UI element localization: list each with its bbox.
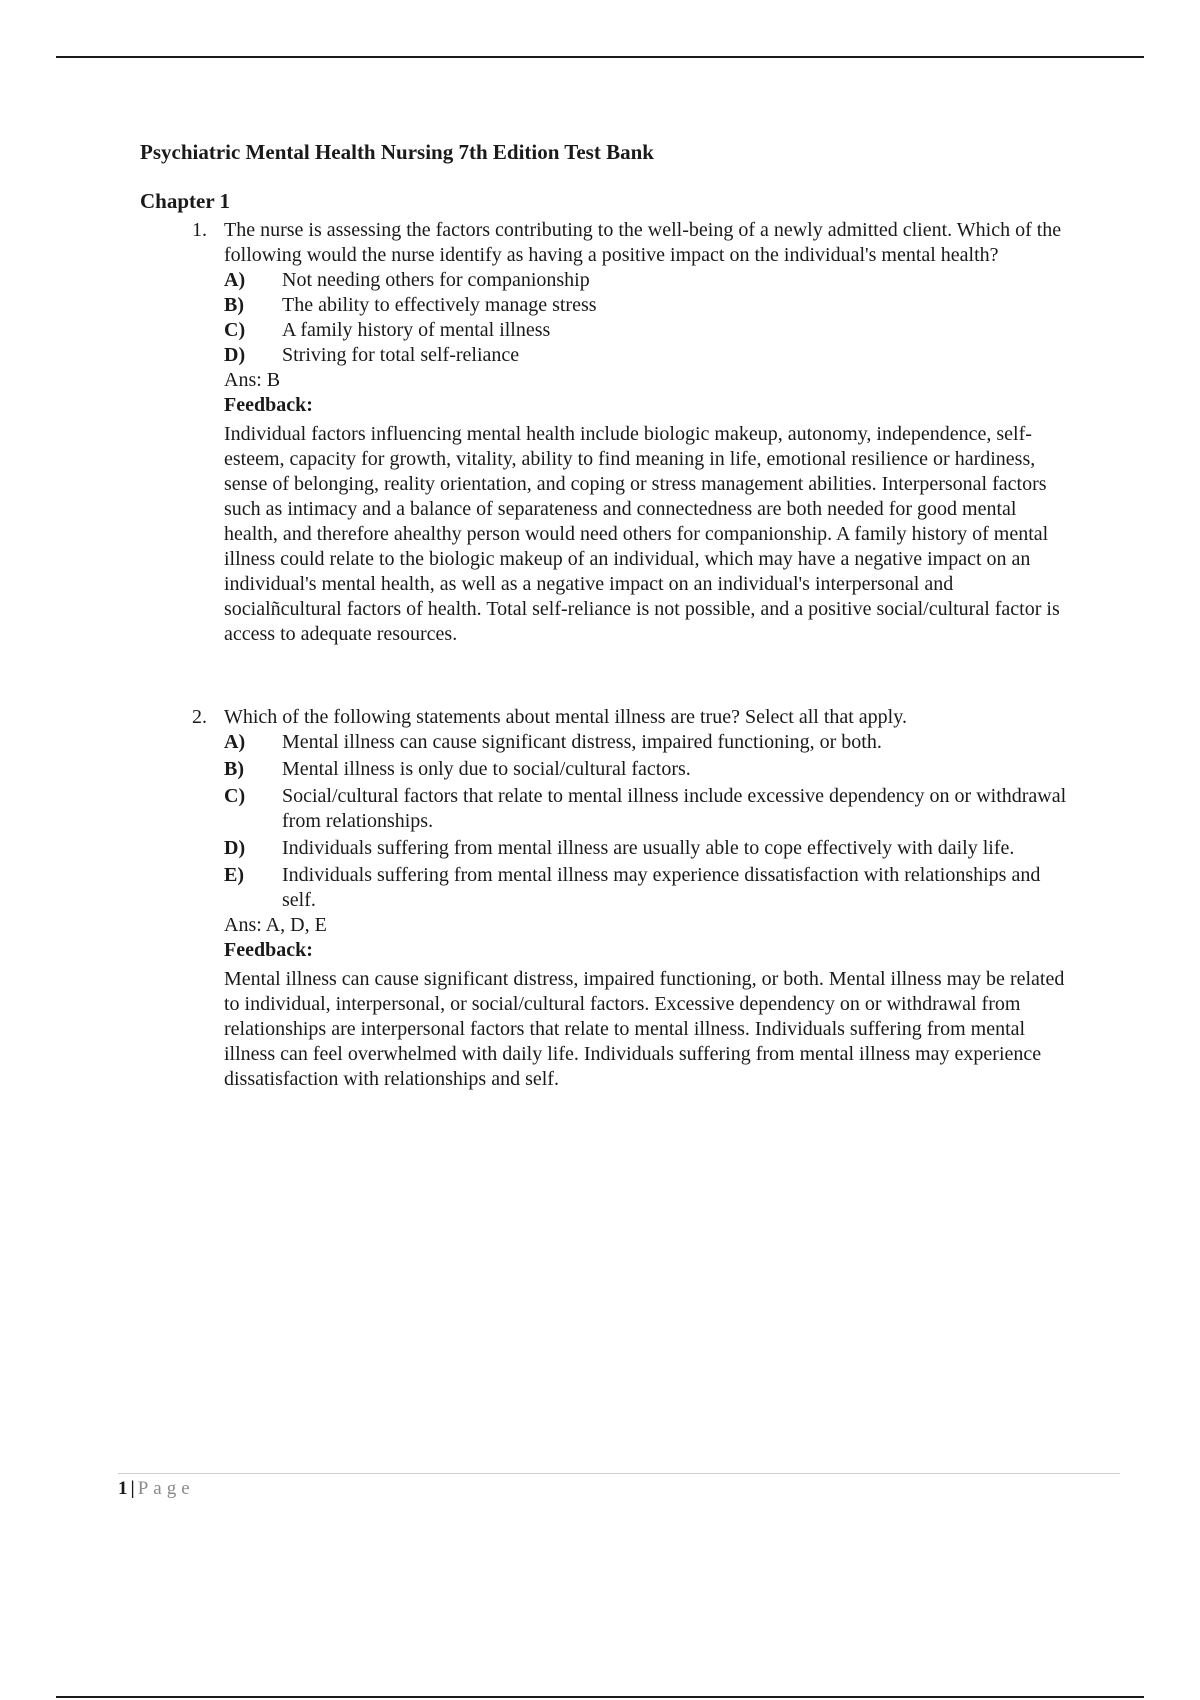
option-text: Social/cultural factors that relate to mental illness include excessive dependency on or withdrawal from relationships. bbox=[282, 785, 1067, 832]
option-a bbox=[224, 730, 1070, 755]
chapter-heading: Chapter 1 bbox=[140, 189, 231, 213]
question-text: Which of the following statements about mental illness are true? Select all that apply. bbox=[224, 706, 907, 728]
page-content bbox=[140, 140, 1070, 1092]
option-letter: B) bbox=[224, 758, 244, 780]
answer-line: Ans: A, D, E bbox=[224, 914, 327, 936]
option-b bbox=[224, 757, 1070, 782]
question-1 bbox=[192, 218, 1070, 647]
question-2 bbox=[192, 705, 1070, 1092]
option-text: Mental illness can cause significant distress, impaired functioning, or both. bbox=[282, 731, 882, 753]
option-c bbox=[224, 784, 1070, 834]
option-d bbox=[224, 343, 1070, 368]
option-letter: D) bbox=[224, 837, 246, 859]
option-text: Not needing others for companionship bbox=[282, 269, 590, 291]
page-label: Page bbox=[137, 1478, 195, 1499]
page-separator: | bbox=[130, 1478, 135, 1499]
document-title: Psychiatric Mental Health Nursing 7th Edition Test Bank bbox=[140, 140, 654, 164]
question-number: 1. bbox=[192, 219, 207, 241]
question-text: The nurse is assessing the factors contributing to the well-being of a newly admitted client. Which of the following would the nurse identify as having a positive impact on the individual's mental health? bbox=[224, 219, 1062, 266]
options-list bbox=[224, 268, 1070, 368]
option-text: A family history of mental illness bbox=[282, 319, 551, 341]
feedback-text: Mental illness can cause significant distress, impaired functioning, or both. Mental illness may be related to individual, interpersonal, or social/cultural factors. Excessive dependency on or withdrawal from relationships are interpersonal factors that relate to mental illness. Individuals suffering from mental illness can feel overwhelmed with daily life. Individuals suffering from mental illness may experience dissatisfaction with relationships and self. bbox=[224, 968, 1065, 1090]
footer-rule bbox=[118, 1473, 1120, 1474]
option-letter: C) bbox=[224, 785, 246, 807]
option-letter: C) bbox=[224, 319, 246, 341]
header-rule bbox=[56, 56, 1144, 58]
page-number: 1 bbox=[118, 1478, 128, 1499]
question-header bbox=[192, 705, 1070, 730]
option-letter: D) bbox=[224, 344, 246, 366]
answer-line: Ans: B bbox=[224, 369, 281, 391]
feedback-text: Individual factors influencing mental health include biologic makeup, autonomy, independence, self-esteem, capacity for growth, vitality, ability to find meaning in life, emotional resilience or hardiness, sense of belonging, reality orientation, and coping or stress management abilities. Interpersonal factors such as intimacy and a balance of separateness and connectedness are both needed for good mental health, and therefore ahealthy person would need others for companionship. A family history of mental illness could relate to the biologic makeup of an individual, which may have a negative impact on an individual's mental health, as well as a negative impact on an individual's interpersonal and socialñcultural factors of health. Total self-reliance is not possible, and a positive social/cultural factor is access to adequate resources. bbox=[224, 423, 1060, 645]
page-footer bbox=[118, 1478, 195, 1500]
options-list bbox=[224, 730, 1070, 913]
feedback-label: Feedback: bbox=[224, 939, 313, 961]
option-c bbox=[224, 318, 1070, 343]
option-a bbox=[224, 268, 1070, 293]
option-text: The ability to effectively manage stress bbox=[282, 294, 597, 316]
option-b bbox=[224, 293, 1070, 318]
option-text: Mental illness is only due to social/cultural factors. bbox=[282, 758, 691, 780]
option-e bbox=[224, 863, 1070, 913]
option-text: Striving for total self-reliance bbox=[282, 344, 520, 366]
option-letter: A) bbox=[224, 269, 246, 291]
option-text: Individuals suffering from mental illness are usually able to cope effectively with daily life. bbox=[282, 837, 1015, 859]
bottom-rule bbox=[56, 1696, 1144, 1698]
option-text: Individuals suffering from mental illness may experience dissatisfaction with relationships and self. bbox=[282, 864, 1041, 911]
feedback-label: Feedback: bbox=[224, 394, 313, 416]
question-header bbox=[192, 218, 1070, 268]
option-letter: A) bbox=[224, 731, 246, 753]
option-d bbox=[224, 836, 1070, 861]
question-number: 2. bbox=[192, 706, 207, 728]
option-letter: B) bbox=[224, 294, 244, 316]
option-letter: E) bbox=[224, 864, 244, 886]
